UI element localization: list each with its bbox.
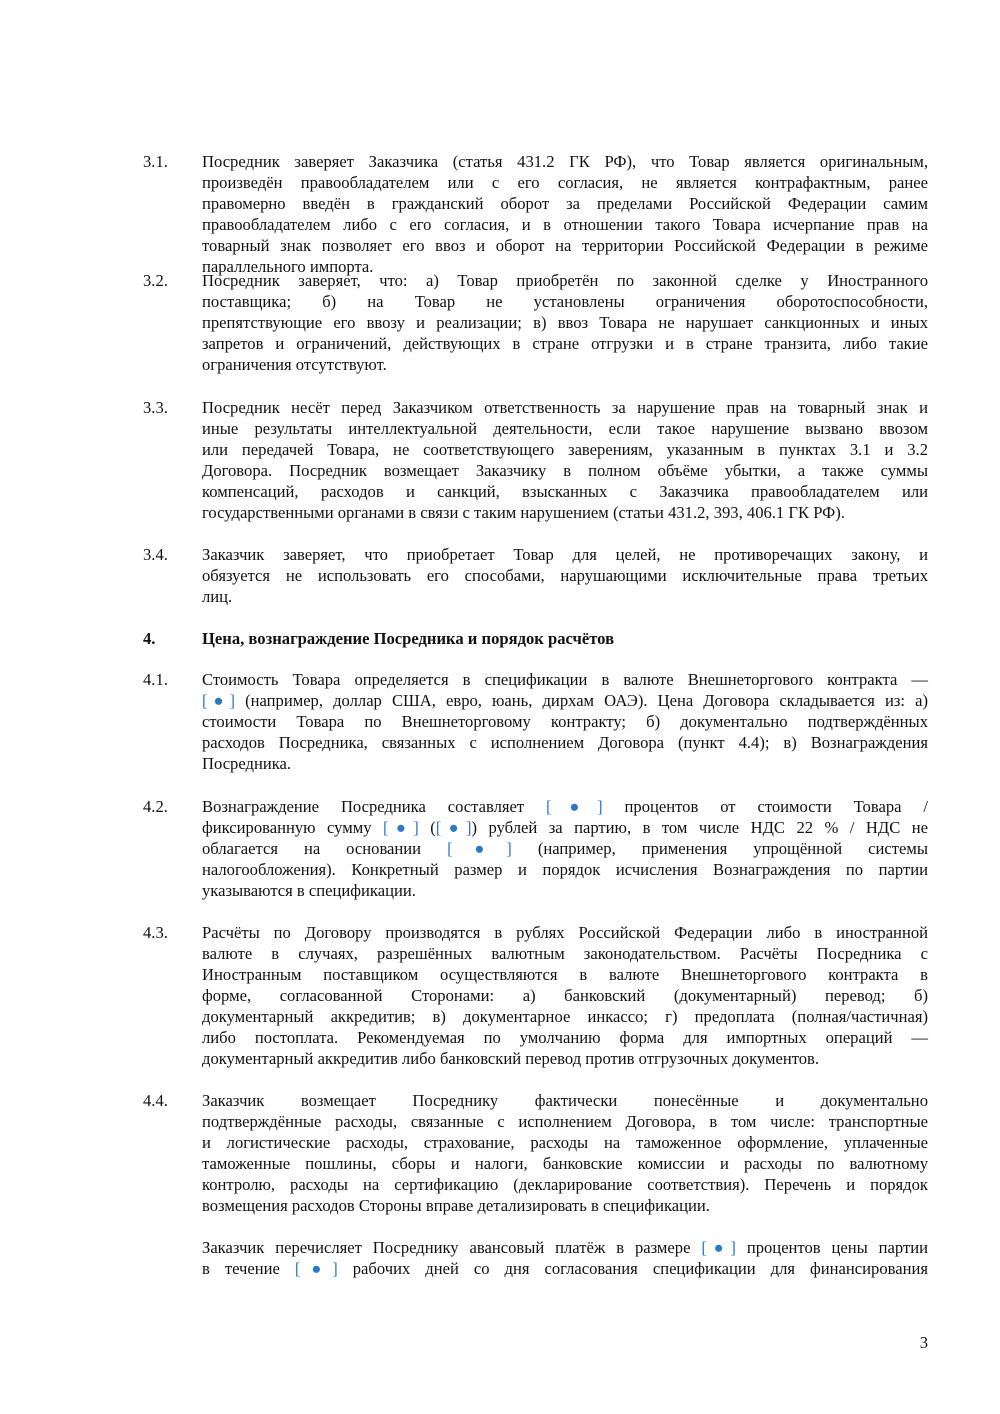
clause-line: контролю, расходы на сертификацию (декларирование соответствия). Перечень и порядок [202,1175,928,1194]
clause-line: государственными органами в связи с таким нарушением (статьи 431.2, 393, 406.1 ГК РФ). [202,503,845,522]
placeholder-marker: [●] [202,691,235,710]
clause-3-3 [143,397,928,523]
clause-number: 4.2. [143,797,168,816]
clause-line [202,690,928,711]
clause-number: 4.1. [143,670,168,689]
clause-line: подтверждённые расходы, связанные с исполнением Договора, в том числе: транспортные [202,1112,928,1131]
clause-line: форме, согласованной Сторонами: а) банковский (документарный) перевод; б) [202,986,928,1005]
clause-line: ограничения отсутствуют. [202,355,387,374]
clause-line: Расчёты по Договору производятся в рублях Российской Федерации либо в иностранной [202,923,928,942]
section-heading-4 [143,628,928,649]
text-run: (например, применения упрощённой системы [511,839,929,858]
clause-line: Посредник заверяет Заказчика (статья 431.2 ГК РФ), что Товар является оригинальным, [202,152,928,171]
clause-text [202,669,928,774]
clause-line [202,838,928,859]
clause-line: Посредник несёт перед Заказчиком ответственность за нарушение прав на товарный знак и [202,398,928,417]
clause-text [202,151,928,277]
clause-line: лиц. [202,587,233,606]
clause-number: 3.1. [143,152,168,171]
clause-line: документарный аккредитив; в) документарное инкассо; г) предоплата (полная/частичная) [202,1007,928,1026]
placeholder-marker: [●] [294,1259,338,1278]
clause-line: стоимости Товара по Внешнеторговому контракту; б) документально подтверждённых [202,712,928,731]
clause-line: Заказчик возмещает Посреднику фактически понесённые и документально [202,1091,928,1110]
clause-text [202,796,928,901]
clause-line [202,1258,928,1279]
clause-line: документарный аккредитив либо банковский перевод против отгрузочных документов. [202,1049,820,1068]
clause-text [202,544,928,607]
clause-number: 4.3. [143,923,168,942]
clause-line: Посредника. [202,754,292,773]
clause-line: параллельного импорта. [202,257,374,276]
clause-3-2 [143,270,928,375]
section-number: 4. [143,629,156,648]
text-run: облагается на основании [202,839,448,858]
clause-line: препятствующие его ввозу и реализации; в) ввоз Товара не нарушает санкционных и иных [202,313,928,332]
clause-line: произведён правообладателем или с его согласия, не является контрафактным, ранее [202,173,928,192]
clause-4-1 [143,669,928,774]
clause-number: 3.3. [143,398,168,417]
text-run: Вознаграждение Посредника составляет [202,797,547,816]
clause-line: Иностранным поставщиком осуществляются в валюте Внешнеторгового контракта в [202,965,928,984]
text-run: ) рублей за партию, в том числе НДС 22 % / НДС не [471,818,928,837]
clause-line: возмещения расходов Стороны вправе детализировать в спецификации. [202,1196,710,1215]
text-run: процентов цены партии [735,1238,928,1257]
page-number: 3 [919,1333,928,1352]
clause-line: обязуется не использовать его способами, нарушающими исключительные права третьих [202,566,928,585]
clause-line: иные результаты интеллектуальной деятельности, если такое нарушение вызвано ввозом [202,419,928,438]
clause-line: либо постоплата. Рекомендуемая по умолчанию форма для импортных операций — [202,1028,928,1047]
clause-text [202,270,928,375]
clause-text [202,1090,928,1279]
placeholder-marker: [●] [435,818,472,837]
clause-line: Договора. Посредник возмещает Заказчику в полном объёме убытки, а также суммы [202,461,928,480]
placeholder-marker: [●] [447,839,512,858]
text-run: в течение [202,1259,295,1278]
clause-3-1 [143,151,928,277]
clause-line: валюте в случаях, разрешённых валютным законодательством. Расчёты Посредника с [202,944,928,963]
text-run: ( [418,818,436,837]
clause-number: 3.2. [143,271,168,290]
text-run: фиксированную сумму [202,818,384,837]
text-run: процентов от стоимости Товара / [602,797,928,816]
clause-line [202,796,928,817]
clause-line: указываются в спецификации. [202,881,416,900]
clause-line: и логистические расходы, страхование, расходы на таможенное оформление, уплаченные [202,1133,928,1152]
clause-line: компенсаций, расходов и санкций, взысканных с Заказчика правообладателем или [202,482,928,501]
clause-line: Стоимость Товара определяется в спецификации в валюте Внешнеторгового контракта — [202,670,928,689]
clause-number: 4.4. [143,1091,168,1110]
placeholder-marker: [●] [383,818,419,837]
clause-line: Посредник заверяет, что: а) Товар приобретён по законной сделке у Иностранного [202,271,928,290]
clause-line: или передачей Товара, не соответствующего заверениям, указанным в пунктах 3.1 и 3.2 [202,440,928,459]
clause-line: правомерно введён в гражданский оборот за пределами Российской Федерации самим [202,194,928,213]
text-run: Заказчик перечисляет Посреднику авансовый платёж в размере [202,1238,702,1257]
clause-line: правообладателем либо с его согласия, и в отношении такого Товара исчерпание прав на [202,215,928,234]
text-run: рабочих дней со дня согласования спецификации для финансирования [337,1259,929,1278]
clause-4-4 [143,1090,928,1279]
section-title: Цена, вознаграждение Посредника и порядок расчётов [202,629,615,648]
text-run: (например, доллар США, евро, юань, дирхам ОАЭ). Цена Договора складывается из: а) [234,691,928,710]
clause-line: товарный знак позволяет его ввоз и оборот на территории Российской Федерации в режиме [202,236,928,255]
clause-line: поставщика; б) на Товар не установлены ограничения оборотоспособности, [202,292,928,311]
clause-line: Заказчик заверяет, что приобретает Товар для целей, не противоречащих закону, и [202,545,928,564]
placeholder-marker: [●] [701,1238,736,1257]
clause-line: расходов Посредника, связанных с исполнением Договора (пункт 4.4); в) Вознаграждения [202,733,928,752]
clause-text [202,922,928,1069]
clause-line: налогообложения). Конкретный размер и порядок исчисления Вознаграждения по партии [202,860,928,879]
placeholder-marker: [●] [546,797,603,816]
clause-line [202,1237,928,1258]
clause-4-2 [143,796,928,901]
clause-line: запретов и ограничений, действующих в стране отгрузки и в стране транзита, либо такие [202,334,928,353]
clause-4-3 [143,922,928,1069]
clause-text [202,397,928,523]
clause-number: 3.4. [143,545,168,564]
clause-line: таможенные пошлины, сборы и налоги, банковские комиссии и расходы по валютному [202,1154,928,1173]
clause-line [202,817,928,838]
clause-3-4 [143,544,928,607]
